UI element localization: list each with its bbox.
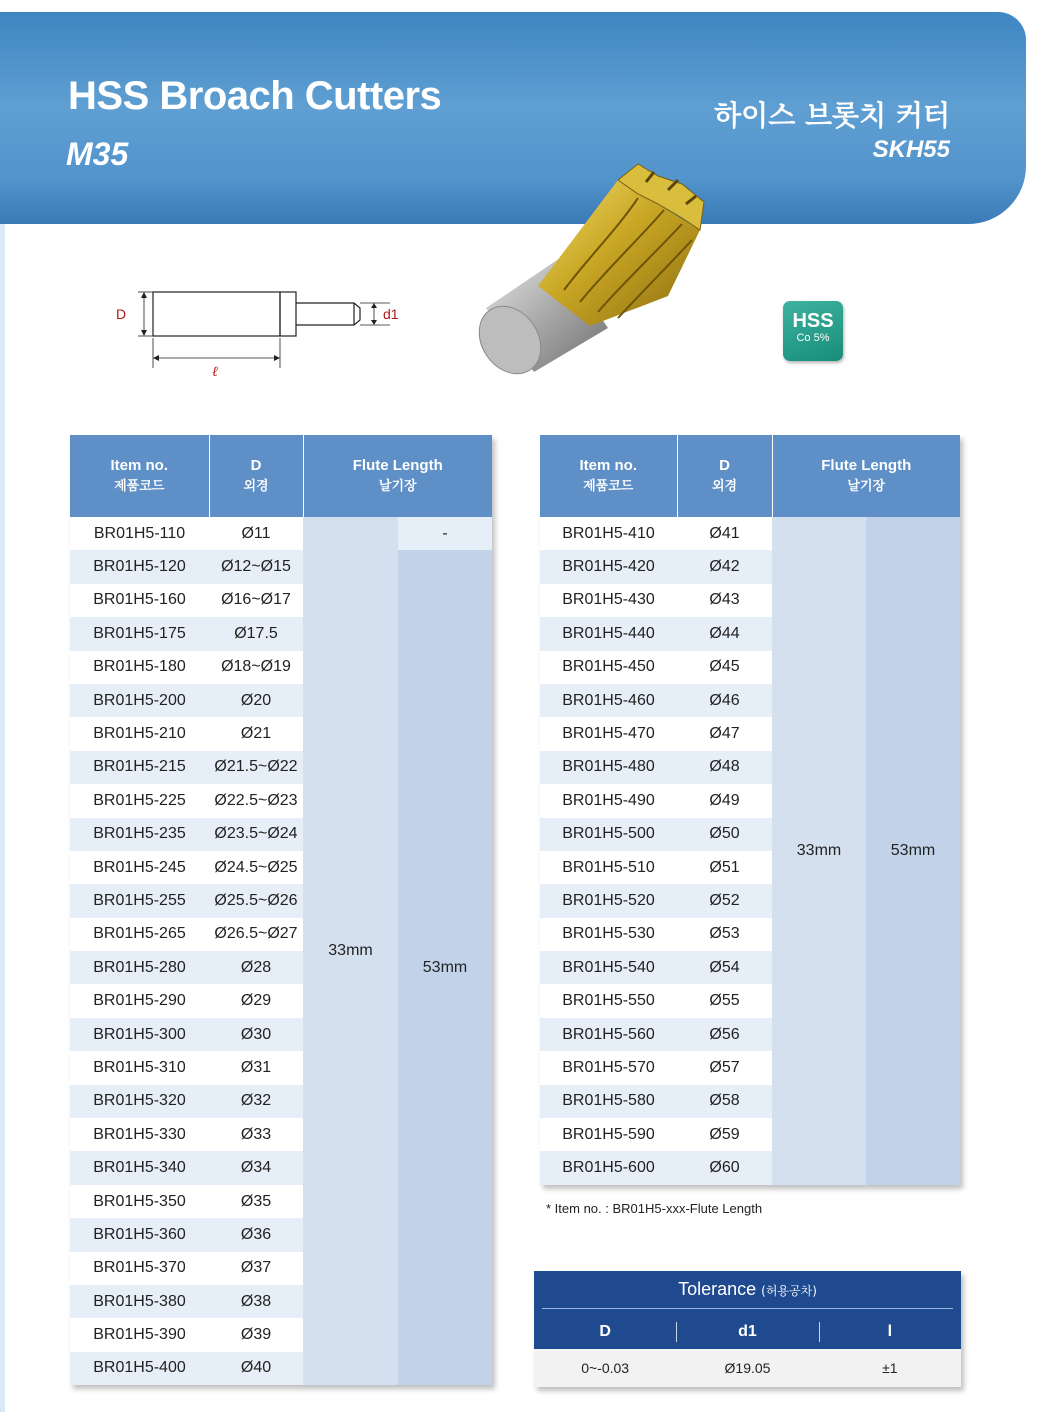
- diameter-cell: Ø43: [677, 584, 772, 617]
- diameter-cell: Ø38: [209, 1285, 303, 1318]
- flute-long-na-cell: -: [398, 517, 492, 550]
- item-no-cell: BR01H5-430: [540, 584, 677, 617]
- diameter-cell: Ø17.5: [209, 617, 303, 650]
- page-title: HSS Broach Cutters: [68, 74, 442, 118]
- diameter-cell: Ø50: [677, 818, 772, 851]
- item-no-cell: BR01H5-200: [70, 684, 209, 717]
- item-no-cell: BR01H5-400: [70, 1352, 209, 1385]
- diameter-cell: Ø59: [677, 1118, 772, 1151]
- item-no-cell: BR01H5-235: [70, 818, 209, 851]
- badge-main-text: HSS: [792, 310, 834, 332]
- flute-short-cell: 33mm: [303, 517, 398, 1385]
- tolerance-table: [534, 1271, 961, 1387]
- spec-table-left: [70, 435, 492, 1385]
- diameter-cell: Ø33: [209, 1118, 303, 1151]
- diameter-cell: Ø56: [677, 1018, 772, 1051]
- item-no-cell: BR01H5-520: [540, 884, 677, 917]
- item-no-cell: BR01H5-500: [540, 818, 677, 851]
- diameter-cell: Ø11: [209, 517, 303, 550]
- item-no-cell: BR01H5-310: [70, 1051, 209, 1084]
- item-no-cell: BR01H5-580: [540, 1085, 677, 1118]
- dimension-diagram: [108, 276, 408, 386]
- diameter-cell: Ø34: [209, 1151, 303, 1184]
- item-no-cell: BR01H5-180: [70, 651, 209, 684]
- diameter-cell: Ø55: [677, 984, 772, 1017]
- diameter-cell: Ø35: [209, 1185, 303, 1218]
- tolerance-value-l: ±1: [882, 1360, 898, 1376]
- item-no-cell: BR01H5-255: [70, 884, 209, 917]
- diameter-cell: Ø28: [209, 951, 303, 984]
- header-item-no: Item no. 제품코드: [70, 435, 209, 517]
- item-no-cell: BR01H5-215: [70, 751, 209, 784]
- tolerance-value-d1: Ø19.05: [724, 1360, 771, 1376]
- broach-cutter-image: [468, 158, 728, 378]
- item-no-cell: BR01H5-290: [70, 984, 209, 1017]
- item-no-cell: BR01H5-210: [70, 717, 209, 750]
- diameter-cell: Ø36: [209, 1218, 303, 1251]
- table-row: [540, 517, 960, 550]
- diameter-cell: Ø58: [677, 1085, 772, 1118]
- diameter-cell: Ø21.5~Ø22: [209, 751, 303, 784]
- tolerance-header-d1: d1: [676, 1314, 818, 1349]
- item-no-cell: BR01H5-490: [540, 784, 677, 817]
- diameter-cell: Ø49: [677, 784, 772, 817]
- item-no-cell: BR01H5-160: [70, 584, 209, 617]
- header-diameter: D 외경: [677, 435, 772, 517]
- header-diameter: D 외경: [209, 435, 303, 517]
- flute-short-cell: 33mm: [772, 517, 866, 1185]
- table-row: [70, 550, 492, 583]
- diameter-cell: Ø12~Ø15: [209, 550, 303, 583]
- tolerance-header-l: l: [819, 1314, 961, 1349]
- diagram-label-d1: d1: [383, 306, 399, 322]
- item-no-cell: BR01H5-370: [70, 1252, 209, 1285]
- item-no-cell: BR01H5-350: [70, 1185, 209, 1218]
- diameter-cell: Ø30: [209, 1018, 303, 1051]
- diameter-cell: Ø51: [677, 851, 772, 884]
- diagram-label-l: ℓ: [212, 364, 218, 380]
- badge-sub-text: Co 5%: [796, 332, 830, 344]
- item-no-cell: BR01H5-225: [70, 784, 209, 817]
- item-no-cell: BR01H5-410: [540, 517, 677, 550]
- diameter-cell: Ø41: [677, 517, 772, 550]
- flute-long-cell: 53mm: [866, 517, 960, 1185]
- item-no-cell: BR01H5-600: [540, 1151, 677, 1184]
- header-item-no: Item no. 제품코드: [540, 435, 677, 517]
- flute-long-cell: 53mm: [398, 550, 492, 1385]
- item-no-cell: BR01H5-560: [540, 1018, 677, 1051]
- header-flute-length: Flute Length 날기장: [303, 435, 492, 517]
- tolerance-title: Tolerance (허용공차): [534, 1271, 961, 1308]
- diameter-cell: Ø18~Ø19: [209, 651, 303, 684]
- tolerance-header-d: D: [599, 1323, 611, 1340]
- diameter-cell: Ø42: [677, 550, 772, 583]
- item-no-cell: BR01H5-110: [70, 517, 209, 550]
- diameter-cell: Ø32: [209, 1085, 303, 1118]
- diameter-cell: Ø29: [209, 984, 303, 1017]
- diameter-cell: Ø57: [677, 1051, 772, 1084]
- item-no-cell: BR01H5-510: [540, 851, 677, 884]
- item-no-cell: BR01H5-360: [70, 1218, 209, 1251]
- diameter-cell: Ø48: [677, 751, 772, 784]
- spec-table-right: [540, 435, 960, 1185]
- item-no-cell: BR01H5-120: [70, 550, 209, 583]
- item-no-cell: BR01H5-530: [540, 918, 677, 951]
- tolerance-value-d: 0~-0.03: [581, 1360, 630, 1376]
- item-no-cell: BR01H5-280: [70, 951, 209, 984]
- diameter-cell: Ø37: [209, 1252, 303, 1285]
- diameter-cell: Ø47: [677, 717, 772, 750]
- diameter-cell: Ø20: [209, 684, 303, 717]
- diameter-cell: Ø45: [677, 651, 772, 684]
- grade-label: M35: [66, 136, 129, 172]
- item-no-cell: BR01H5-460: [540, 684, 677, 717]
- diagram-label-d: D: [116, 306, 127, 322]
- diameter-cell: Ø53: [677, 918, 772, 951]
- diameter-cell: Ø21: [209, 717, 303, 750]
- item-no-cell: BR01H5-550: [540, 984, 677, 1017]
- item-number-note: * Item no. : BR01H5-xxx-Flute Length: [546, 1201, 763, 1216]
- page-edge-bar: [0, 224, 5, 1412]
- diameter-cell: Ø54: [677, 951, 772, 984]
- item-no-cell: BR01H5-380: [70, 1285, 209, 1318]
- diameter-cell: Ø40: [209, 1352, 303, 1385]
- item-no-cell: BR01H5-265: [70, 918, 209, 951]
- item-no-cell: BR01H5-590: [540, 1118, 677, 1151]
- item-no-cell: BR01H5-540: [540, 951, 677, 984]
- item-no-cell: BR01H5-330: [70, 1118, 209, 1151]
- item-no-cell: BR01H5-390: [70, 1318, 209, 1351]
- item-no-cell: BR01H5-300: [70, 1018, 209, 1051]
- diameter-cell: Ø46: [677, 684, 772, 717]
- item-no-cell: BR01H5-450: [540, 651, 677, 684]
- item-no-cell: BR01H5-480: [540, 751, 677, 784]
- diameter-cell: Ø31: [209, 1051, 303, 1084]
- item-no-cell: BR01H5-440: [540, 617, 677, 650]
- diameter-cell: Ø44: [677, 617, 772, 650]
- page-title-korean: 하이스 브롯치 커터: [714, 99, 950, 132]
- item-no-cell: BR01H5-470: [540, 717, 677, 750]
- diameter-cell: Ø25.5~Ø26: [209, 884, 303, 917]
- diameter-cell: Ø22.5~Ø23: [209, 784, 303, 817]
- item-no-cell: BR01H5-320: [70, 1085, 209, 1118]
- diameter-cell: Ø26.5~Ø27: [209, 918, 303, 951]
- header-flute-length: Flute Length 날기장: [772, 435, 960, 517]
- diameter-cell: Ø16~Ø17: [209, 584, 303, 617]
- diameter-cell: Ø52: [677, 884, 772, 917]
- diameter-cell: Ø39: [209, 1318, 303, 1351]
- item-no-cell: BR01H5-175: [70, 617, 209, 650]
- diameter-cell: Ø23.5~Ø24: [209, 818, 303, 851]
- diameter-cell: Ø24.5~Ø25: [209, 851, 303, 884]
- table-row: [70, 517, 492, 550]
- item-no-cell: BR01H5-420: [540, 550, 677, 583]
- hss-badge: [783, 301, 843, 361]
- diameter-cell: Ø60: [677, 1151, 772, 1184]
- item-no-cell: BR01H5-570: [540, 1051, 677, 1084]
- grade-label-korean: SKH55: [872, 136, 950, 163]
- item-no-cell: BR01H5-245: [70, 851, 209, 884]
- item-no-cell: BR01H5-340: [70, 1151, 209, 1184]
